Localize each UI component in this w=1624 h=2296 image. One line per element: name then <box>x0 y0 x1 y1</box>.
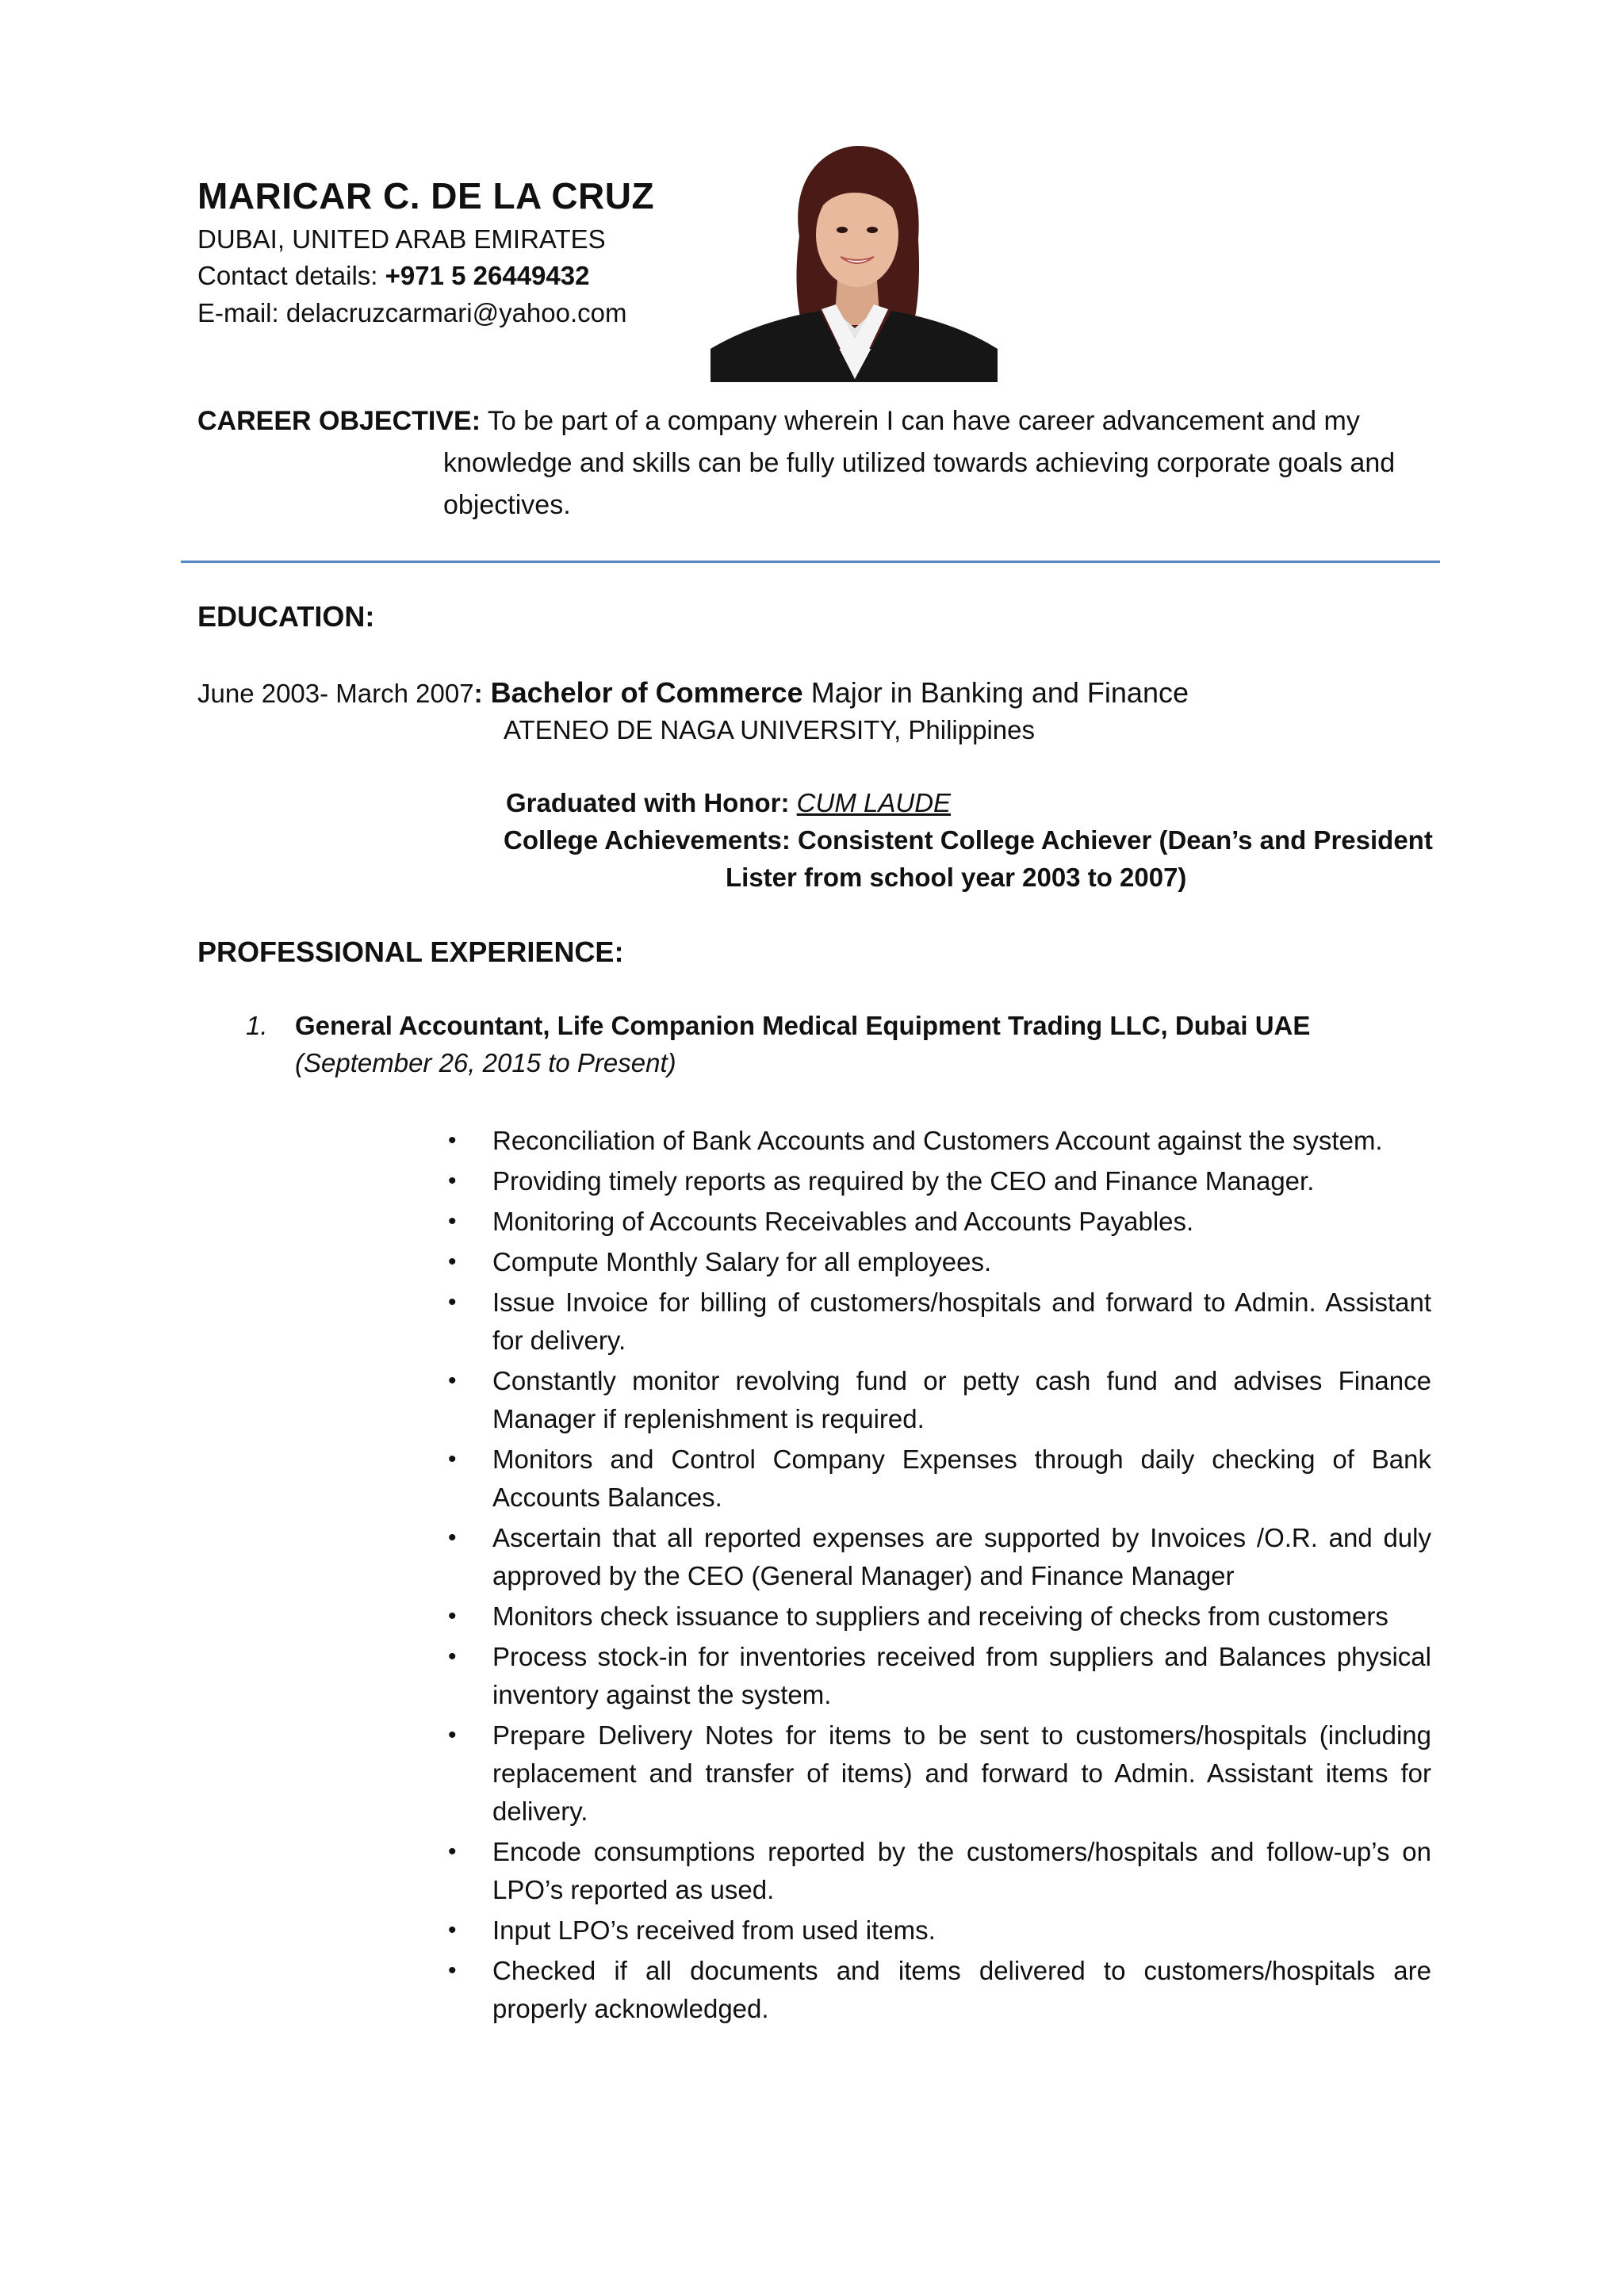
education-title: EDUCATION: <box>197 600 375 633</box>
job-title: General Accountant, Life Companion Medical Equipment Trading LLC, Dubai UAE <box>295 1011 1311 1040</box>
list-item <box>448 1598 1431 1636</box>
bullet-icon: • <box>448 1722 457 1748</box>
duty-text: Monitors and Control Company Expenses through daily checking of Bank Accounts Balances. <box>492 1445 1431 1512</box>
duty-text: Input LPO’s received from used items. <box>492 1915 936 1945</box>
honor-label: Graduated with Honor: <box>506 788 797 817</box>
education-school: ATENEO DE NAGA UNIVERSITY, Philippines <box>504 715 1036 744</box>
bullet-icon: • <box>448 1839 457 1865</box>
duty-text: Providing timely reports as required by the CEO and Finance Manager. <box>492 1166 1315 1196</box>
bullet-icon: • <box>448 1603 457 1629</box>
duty-text: Prepare Delivery Notes for items to be sent to customers/hospitals (including replacement and transfer of items) and forward to Admin. Assistant items for delivery. <box>492 1720 1431 1826</box>
honor-value: CUM LAUDE <box>796 788 952 817</box>
list-item <box>448 1911 1431 1950</box>
duty-text: Issue Invoice for billing of customers/hospitals and forward to Admin. Assistant for delivery. <box>492 1288 1431 1355</box>
list-item <box>448 1284 1431 1360</box>
duty-text: Compute Monthly Salary for all employees. <box>492 1247 992 1276</box>
duty-text: Ascertain that all reported expenses are supported by Invoices /O.R. and duly approved by the CEO (General Manager) and Finance Manager <box>492 1523 1468 1590</box>
list-item <box>448 1122 1431 1160</box>
list-item <box>448 1243 1431 1281</box>
duty-text: Constantly monitor revolving fund or petty cash fund and advises Finance Manager if replenishment is required. <box>492 1366 1431 1433</box>
objective-line-2: knowledge and skills can be fully utilized towards achieving corporate goals and <box>443 448 1396 478</box>
job-number: 1. <box>246 1011 268 1040</box>
list-item <box>448 1441 1431 1517</box>
achievements-line-1: College Achievements: Consistent College Achiever (Dean’s and President <box>504 825 1433 855</box>
list-item <box>448 1519 1468 1595</box>
bullet-icon: • <box>448 1208 457 1234</box>
bullet-icon: • <box>448 1368 457 1394</box>
candidate-name: MARICAR C. DE LA CRUZ <box>197 175 655 216</box>
list-item <box>448 1952 1431 2028</box>
contact-details <box>197 261 589 291</box>
contact-label: Contact details: <box>197 261 385 290</box>
list-item <box>448 1162 1431 1200</box>
education-entry <box>197 676 1189 710</box>
bullet-icon: • <box>448 1957 457 1984</box>
bullet-icon: • <box>448 1446 457 1472</box>
education-major: Major in Banking and Finance <box>802 676 1189 709</box>
objective-line-1 <box>197 406 1360 437</box>
list-item <box>448 1833 1431 1909</box>
achievements-line-2: Lister from school year 2003 to 2007) <box>726 863 1187 892</box>
bullet-icon: • <box>448 1917 457 1943</box>
email-line: E-mail: delacruzcarmari@yahoo.com <box>197 298 627 327</box>
duty-text: Reconciliation of Bank Accounts and Customers Account against the system. <box>492 1126 1383 1155</box>
objective-text-1: To be part of a company wherein I can have career advancement and my <box>481 406 1360 436</box>
education-honor <box>506 788 951 818</box>
list-item <box>448 1716 1431 1831</box>
objective-line-3: objectives. <box>443 490 571 520</box>
duty-text: Encode consumptions reported by the customers/hospitals and follow-up’s on LPO’s reported as used. <box>492 1837 1431 1904</box>
education-degree: Bachelor of Commerce <box>490 676 803 709</box>
education-period: June 2003- March 2007 <box>197 679 474 708</box>
duty-text: Checked if all documents and items delivered to customers/hospitals are properly acknowledged. <box>492 1956 1431 2023</box>
list-item <box>448 1203 1431 1241</box>
education-colon: : <box>473 679 483 708</box>
job-period: (September 26, 2015 to Present) <box>295 1048 676 1077</box>
duty-text: Process stock-in for inventories received from suppliers and Balances physical inventory against the system. <box>492 1642 1431 1709</box>
section-divider <box>181 561 1440 563</box>
list-item <box>448 1362 1431 1438</box>
duty-text: Monitors check issuance to suppliers and receiving of checks from customers <box>492 1601 1388 1631</box>
contact-number: +971 5 26449432 <box>385 261 590 290</box>
location: DUBAI, UNITED ARAB EMIRATES <box>197 224 606 254</box>
profile-photo <box>710 141 998 382</box>
bullet-icon: • <box>448 1289 457 1315</box>
bullet-icon: • <box>448 1127 457 1154</box>
duty-text: Monitoring of Accounts Receivables and Accounts Payables. <box>492 1207 1194 1236</box>
bullet-icon: • <box>448 1644 457 1670</box>
bullet-icon: • <box>448 1249 457 1275</box>
duty-list <box>448 1122 1468 2030</box>
bullet-icon: • <box>448 1525 457 1551</box>
objective-label: CAREER OBJECTIVE: <box>197 406 481 436</box>
list-item <box>448 1638 1431 1714</box>
experience-title: PROFESSIONAL EXPERIENCE: <box>197 936 624 968</box>
bullet-icon: • <box>448 1168 457 1194</box>
